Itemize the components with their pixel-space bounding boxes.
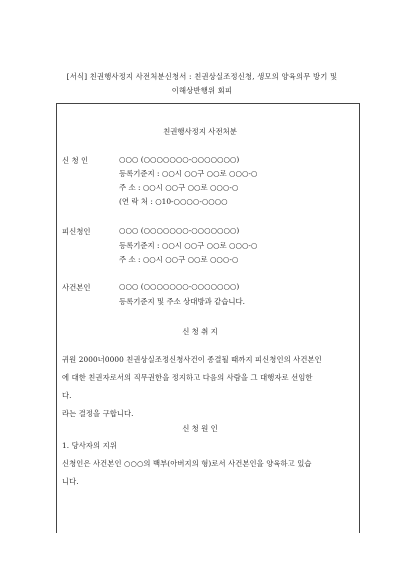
principal-name: ○○○ (○○○○○○○-○○○○○○○) [119,282,240,291]
form-title-line-2: 이해상반행위 회피 [171,86,233,95]
reasons-heading: 신 청 원 인 [182,424,218,433]
reasons-body [62,437,354,491]
reasons-item-1: 1. 당사자의 지위 [62,441,117,450]
applicant-phone: (연 락 처 : ○10-○○○○-○○○○ [119,197,228,206]
principal-role-label: 사건본인 [62,283,91,292]
respondent-address: 주 소 : ○○시 ○○구 ○○로 ○○○-○ [119,255,239,264]
form-title-line-1: [서식] 친권행사정지 사전처분신청서 : 친권상실조정신청, 생모의 양육의무 방기 및 [66,72,338,81]
purpose-body [62,351,354,423]
principal-note: 등록기준지 및 주소 상대방과 같습니다. [119,297,245,306]
respondent-name: ○○○ (○○○○○○○-○○○○○○○) [119,226,240,235]
respondent-role-label: 피신청인 [62,227,91,236]
purpose-line-3: 다. [62,391,72,400]
applicant-registration-base: 등록기준지 : ○○시 ○○구 ○○로 ○○○-○ [119,169,258,178]
reasons-line-1: 신청인은 사건본인 ○○○의 백부(아버지의 형)로서 사건본인을 양육하고 있습 [62,459,312,468]
purpose-line-4: 라는 결정을 구합니다. [62,409,134,418]
applicant-name: ○○○ (○○○○○○○-○○○○○○○) [119,155,240,164]
applicant-address: 주 소 : ○○시 ○○구 ○○로 ○○○-○ [119,183,239,192]
applicant-role-label: 신 청 인 [62,156,89,165]
respondent-registration-base: 등록기준지 : ○○시 ○○구 ○○로 ○○○-○ [119,241,258,250]
purpose-line-1: 귀원 2000너0000 친권상실조정신청사건이 종결될 때까지 피신청인의 사건본인 [62,355,322,364]
purpose-line-2: 에 대한 친권자로서의 직무권한을 정지하고 다음의 사람을 그 대행자로 선임한 [62,373,313,382]
reasons-line-2: 니다. [62,477,79,486]
document-title: 친권행사정지 사전처분 [163,127,237,136]
purpose-heading: 신 청 취 지 [182,327,218,336]
